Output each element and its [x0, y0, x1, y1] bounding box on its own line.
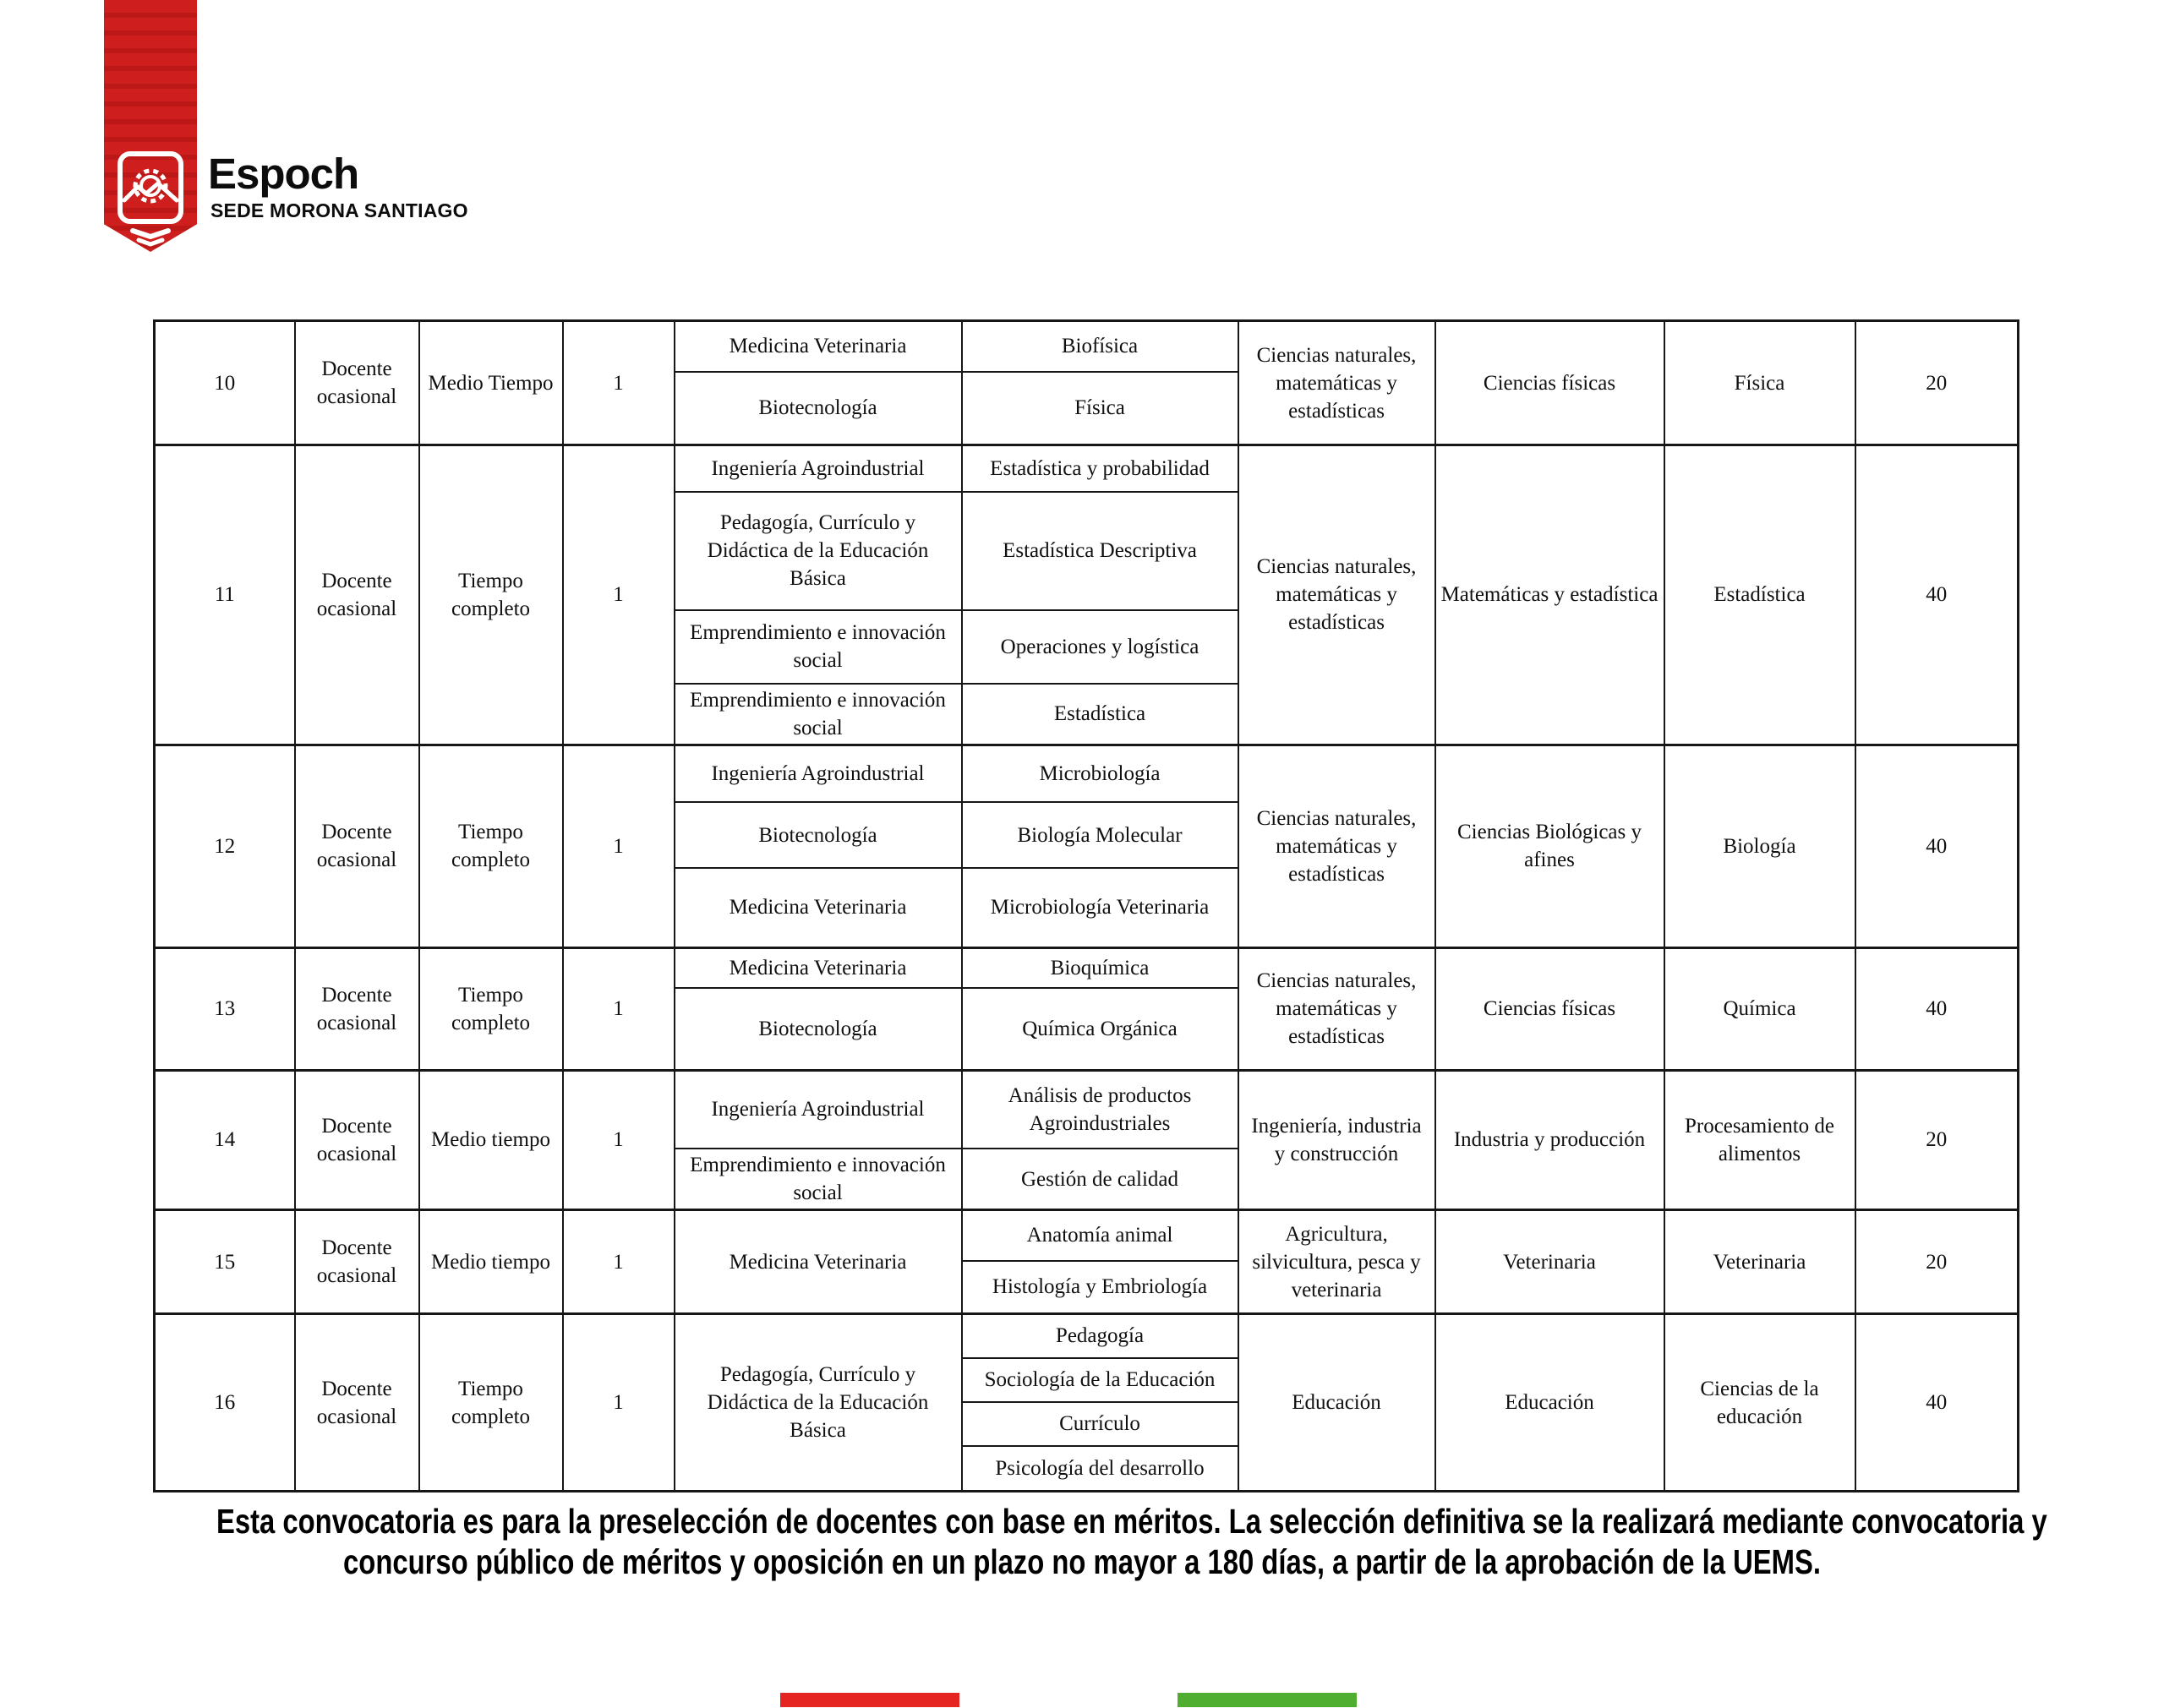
cell-vacancies: 1 [563, 947, 675, 1070]
vacancy-table [153, 319, 2019, 1492]
cell-subject: Estadística Descriptiva [962, 492, 1238, 610]
cell-career: Ingeniería Agroindustrial [675, 745, 962, 802]
cell-dedication: Tiempo completo [419, 947, 563, 1070]
cell-career: Biotecnología [675, 988, 962, 1070]
cell-career: Emprendimiento e innovación social [675, 610, 962, 684]
cell-hours: 40 [1855, 745, 2019, 947]
cell-subject: Bioquímica [962, 947, 1238, 988]
cell-vacancies: 1 [563, 445, 675, 745]
cell-type: Docente ocasional [295, 1314, 419, 1492]
cell-vacancies: 1 [563, 321, 675, 445]
cell-subject: Pedagogía [962, 1314, 1238, 1358]
cell-subject: Anatomía animal [962, 1210, 1238, 1261]
cell-hours: 40 [1855, 947, 2019, 1070]
cell-number: 11 [155, 445, 295, 745]
cell-subarea: Estadística [1664, 445, 1855, 745]
cell-career: Pedagogía, Currículo y Didáctica de la Educación Básica [675, 492, 962, 610]
cell-career: Ingeniería Agroindustrial [675, 1070, 962, 1149]
cell-subject: Biofísica [962, 321, 1238, 372]
cell-career: Medicina Veterinaria [675, 868, 962, 947]
cell-vacancies: 1 [563, 745, 675, 947]
footer-note-line-1: Esta convocatoria es para la preselección de docentes con base en méritos. La selección definitiva se la realizará mediante convocatoria y [216, 1502, 2047, 1541]
cell-subarea: Procesamiento de alimentos [1664, 1070, 1855, 1210]
cell-number: 14 [155, 1070, 295, 1210]
cell-type: Docente ocasional [295, 947, 419, 1070]
cell-subject: Operaciones y logística [962, 610, 1238, 684]
cell-subarea: Biología [1664, 745, 1855, 947]
cell-career: Pedagogía, Currículo y Didáctica de la Educación Básica [675, 1314, 962, 1492]
cell-subject: Química Orgánica [962, 988, 1238, 1070]
cell-area: Veterinaria [1435, 1210, 1664, 1314]
cell-field: Ingeniería, industria y construcción [1238, 1070, 1435, 1210]
cell-subject: Física [962, 372, 1238, 445]
cell-field: Ciencias naturales, matemáticas y estadísticas [1238, 745, 1435, 947]
cell-career: Biotecnología [675, 802, 962, 868]
footer-bar-green [1178, 1693, 1357, 1707]
cell-vacancies: 1 [563, 1314, 675, 1492]
cell-subject: Histología y Embriología [962, 1261, 1238, 1314]
cell-dedication: Tiempo completo [419, 745, 563, 947]
cell-number: 16 [155, 1314, 295, 1492]
footer-note-line-2: concurso público de méritos y oposición en un plazo no mayor a 180 días, a partir de la aprobación de la UEMS. [343, 1542, 1821, 1582]
cell-dedication: Medio tiempo [419, 1210, 563, 1314]
cell-subject: Estadística y probabilidad [962, 445, 1238, 492]
cell-subject: Currículo [962, 1402, 1238, 1446]
cell-field: Ciencias naturales, matemáticas y estadísticas [1238, 445, 1435, 745]
cell-vacancies: 1 [563, 1210, 675, 1314]
logo-title: Espoch [208, 150, 359, 198]
cell-career: Medicina Veterinaria [675, 321, 962, 372]
cell-type: Docente ocasional [295, 1210, 419, 1314]
cell-type: Docente ocasional [295, 445, 419, 745]
cell-subject: Análisis de productos Agroindustriales [962, 1070, 1238, 1149]
cell-field: Ciencias naturales, matemáticas y estadísticas [1238, 947, 1435, 1070]
cell-subject: Gestión de calidad [962, 1149, 1238, 1210]
cell-career: Medicina Veterinaria [675, 947, 962, 988]
cell-subject: Microbiología Veterinaria [962, 868, 1238, 947]
cell-hours: 20 [1855, 1070, 2019, 1210]
cell-dedication: Medio tiempo [419, 1070, 563, 1210]
cell-dedication: Tiempo completo [419, 445, 563, 745]
cell-subarea: Veterinaria [1664, 1210, 1855, 1314]
cell-career: Emprendimiento e innovación social [675, 684, 962, 745]
cell-subject: Psicología del desarrollo [962, 1446, 1238, 1492]
cell-career: Medicina Veterinaria [675, 1210, 962, 1314]
espoch-shield-icon [115, 149, 186, 247]
cell-hours: 20 [1855, 321, 2019, 445]
cell-vacancies: 1 [563, 1070, 675, 1210]
cell-number: 10 [155, 321, 295, 445]
cell-subject: Sociología de la Educación [962, 1358, 1238, 1402]
cell-hours: 40 [1855, 445, 2019, 745]
cell-dedication: Medio Tiempo [419, 321, 563, 445]
cell-type: Docente ocasional [295, 1070, 419, 1210]
cell-area: Industria y producción [1435, 1070, 1664, 1210]
cell-area: Ciencias físicas [1435, 947, 1664, 1070]
cell-subject: Biología Molecular [962, 802, 1238, 868]
cell-area: Educación [1435, 1314, 1664, 1492]
cell-subject: Estadística [962, 684, 1238, 745]
footer-note [0, 1501, 2164, 1583]
cell-number: 12 [155, 745, 295, 947]
cell-type: Docente ocasional [295, 321, 419, 445]
cell-number: 13 [155, 947, 295, 1070]
cell-field: Agricultura, silvicultura, pesca y veterinaria [1238, 1210, 1435, 1314]
cell-area: Matemáticas y estadística [1435, 445, 1664, 745]
cell-hours: 20 [1855, 1210, 2019, 1314]
cell-career: Biotecnología [675, 372, 962, 445]
cell-area: Ciencias Biológicas y afines [1435, 745, 1664, 947]
cell-subject: Microbiología [962, 745, 1238, 802]
cell-number: 15 [155, 1210, 295, 1314]
cell-subarea: Química [1664, 947, 1855, 1070]
cell-type: Docente ocasional [295, 745, 419, 947]
cell-subarea: Física [1664, 321, 1855, 445]
cell-area: Ciencias físicas [1435, 321, 1664, 445]
footer-bar-red [780, 1693, 959, 1707]
cell-field: Educación [1238, 1314, 1435, 1492]
cell-subarea: Ciencias de la educación [1664, 1314, 1855, 1492]
cell-hours: 40 [1855, 1314, 2019, 1492]
cell-career: Ingeniería Agroindustrial [675, 445, 962, 492]
cell-field: Ciencias naturales, matemáticas y estadísticas [1238, 321, 1435, 445]
cell-career: Emprendimiento e innovación social [675, 1149, 962, 1210]
logo-subtitle: SEDE MORONA SANTIAGO [210, 199, 468, 221]
cell-dedication: Tiempo completo [419, 1314, 563, 1492]
